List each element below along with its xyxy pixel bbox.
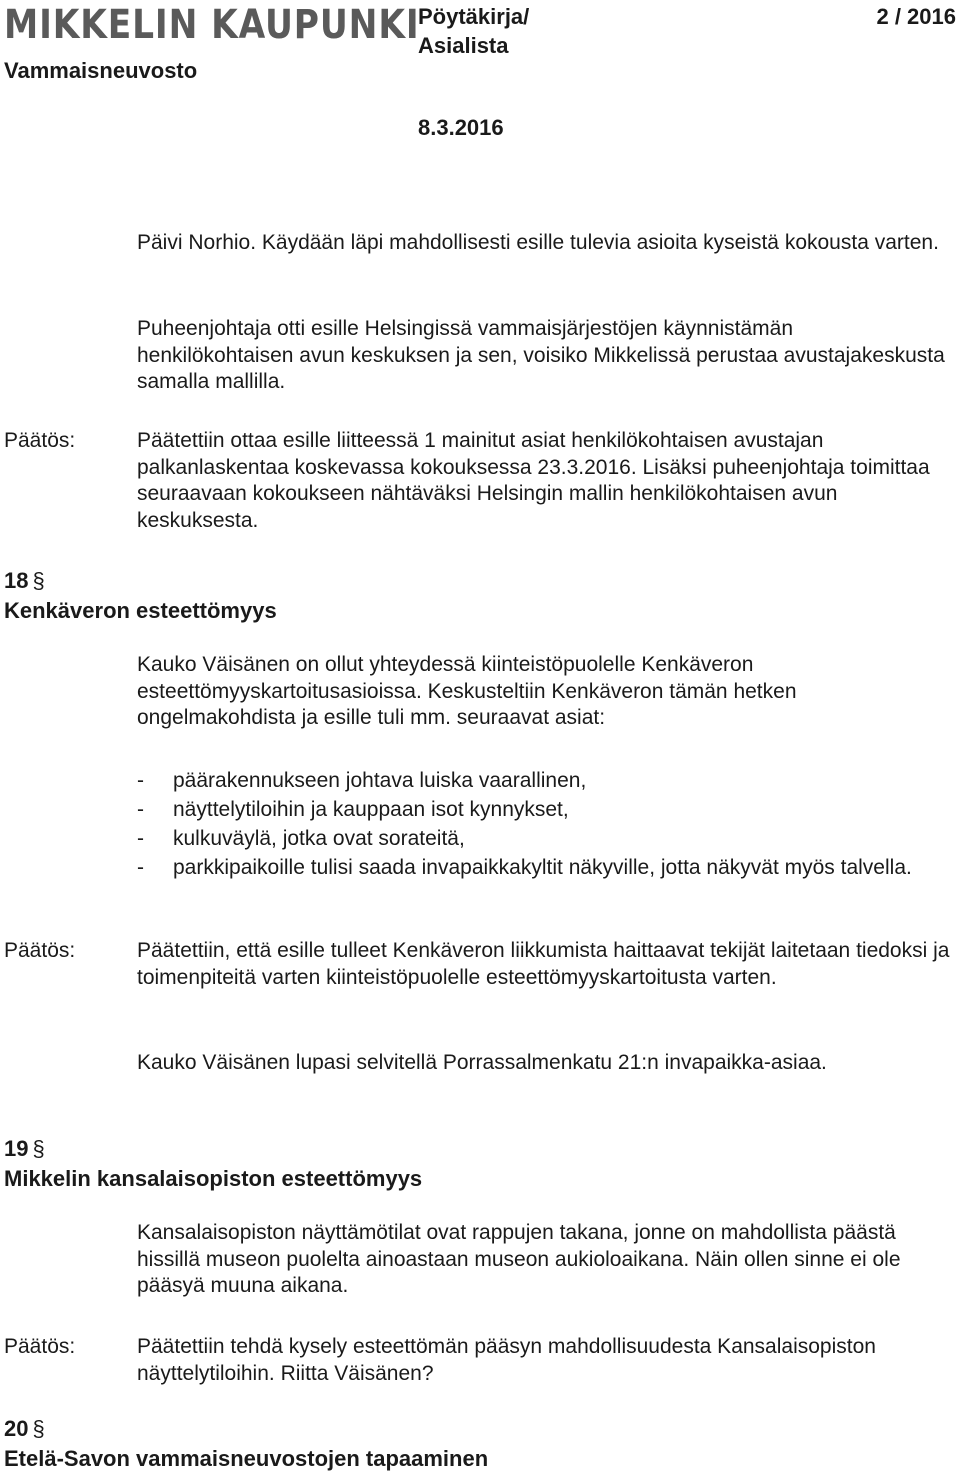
list-item: - päärakennukseen johtava luiska vaarallinen, — [137, 769, 587, 792]
s18-issue-list — [137, 766, 952, 882]
s19-decision-text: Päätettiin tehdä kysely esteettömän pääsyn mahdollisuudesta Kansalaisopiston näyttelytiloihin. Riitta Väisänen? — [137, 1335, 876, 1385]
list-item: - parkkipaikoille tulisi saada invapaikkakyltit näkyville, jotta näkyvät myös talvella. — [137, 856, 912, 879]
s18-number: 18 — [4, 568, 29, 593]
section-sign-icon: § — [32, 1136, 45, 1161]
s19-decision — [137, 1334, 952, 1387]
meeting-date: 8.3.2016 — [418, 115, 504, 140]
s18-para1-text: Kauko Väisänen on ollut yhteydessä kiinteistöpuolelle Kenkäveron esteettömyyskartoitusasioissa. Keskusteltiin Kenkäveron tämän hetken ongelmakohdista ja esille tuli mm. seuraavat asiat: — [137, 653, 797, 729]
s17-para1-text: Päivi Norhio. Käydään läpi mahdollisesti esille tulevia asioita kyseistä kokousta varten. — [137, 231, 939, 254]
s18-paragraph-1 — [137, 652, 952, 732]
s19-para1-text: Kansalaisopiston näyttämötilat ovat rappujen takana, jonne on mahdollista päästä hissillä museon puolelta ainoastaan museon aukioloaikana. Näin ollen sinne ei ole pääsyä muuna aikana. — [137, 1221, 901, 1297]
list-item: - näyttelytiloihin ja kauppaan isot kynnykset, — [137, 798, 569, 821]
list-item: - kulkuväylä, jotka ovat sorateitä, — [137, 827, 465, 850]
s19-title: Mikkelin kansalaisopiston esteettömyys — [4, 1166, 423, 1191]
s17-paragraph-2 — [137, 316, 952, 396]
document-type-line2: Asialista — [418, 33, 509, 58]
s17-paragraph-1 — [137, 230, 952, 257]
s18-paragraph-2 — [137, 1050, 952, 1077]
s18-para2-text: Kauko Väisänen lupasi selvitellä Porrassalmenkatu 21:n invapaikka-asiaa. — [137, 1051, 827, 1074]
s17-decision — [137, 428, 952, 534]
document-type-line1: Pöytäkirja/ — [418, 4, 530, 29]
s18-decision-label: Päätös: — [4, 939, 76, 962]
s20-heading — [4, 1414, 488, 1474]
list-item-text: näyttelytiloihin ja kauppaan isot kynnykset, — [173, 798, 569, 821]
list-item-text: parkkipaikoille tulisi saada invapaikkakyltit näkyville, jotta näkyvät myös talvella. — [173, 856, 912, 879]
list-item-text: päärakennukseen johtava luiska vaarallinen, — [173, 769, 587, 792]
s19-paragraph-1 — [137, 1220, 952, 1300]
s19-heading — [4, 1134, 422, 1194]
section-sign-icon: § — [32, 1416, 45, 1441]
page-number: 2 / 2016 — [876, 4, 956, 29]
s17-para2-text: Puheenjohtaja otti esille Helsingissä vammaisjärjestöjen käynnistämän henkilökohtaisen avun keskuksen ja sen, voisiko Mikkelissä perustaa avustajakeskusta samalla mallilla. — [137, 317, 945, 393]
s17-decision-label: Päätös: — [4, 429, 76, 452]
s18-decision-text: Päätettiin, että esille tulleet Kenkäveron liikkumista haittaavat tekijät laitetaan tiedoksi ja toimenpiteitä varten kiinteistöpuolelle esteettömyyskartoitusta varten. — [137, 939, 950, 989]
s19-decision-label: Päätös: — [4, 1335, 76, 1358]
s17-decision-text: Päätettiin ottaa esille liitteessä 1 mainitut asiat henkilökohtaisen avustajan palkanlaskentaa koskevassa kokouksessa 23.3.2016. Lisäksi puheenjohtaja toimittaa seuraavaan kokoukseen nähtäväksi Helsingin mallin henkilökohtaisen avun keskuksesta. — [137, 429, 930, 532]
s20-number: 20 — [4, 1416, 29, 1441]
s18-title: Kenkäveron esteettömyys — [4, 598, 277, 623]
section-sign-icon: § — [32, 568, 45, 593]
city-logo: MIKKELIN KAUPUNKI — [4, 2, 420, 48]
s18-heading — [4, 566, 277, 626]
s18-decision — [137, 938, 952, 991]
organization-name: Vammaisneuvosto — [4, 58, 198, 83]
s20-title: Etelä-Savon vammaisneuvostojen tapaaminen — [4, 1446, 489, 1471]
s19-number: 19 — [4, 1136, 29, 1161]
list-item-text: kulkuväylä, jotka ovat sorateitä, — [173, 827, 465, 850]
